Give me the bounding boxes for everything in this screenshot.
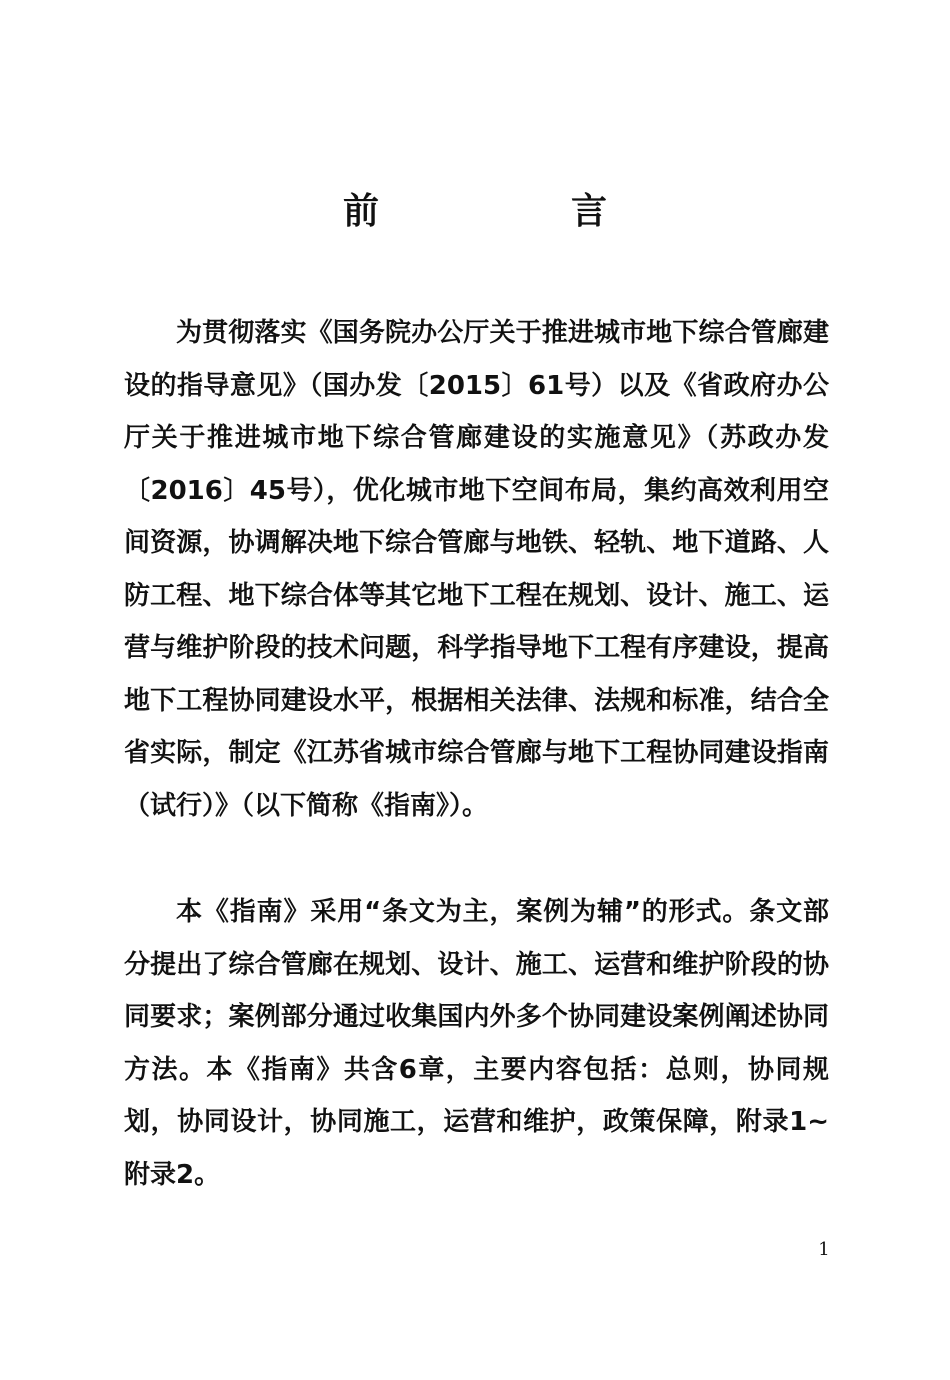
paragraph-1: 为贯彻落实《国务院办公厅关于推进城市地下综合管廊建设的指导意见》（国办发〔2015〕61号）以及《省政府办公厅关于推进城市地下综合管廊建设的实施意见》（苏政办发〔2016〕45号），优化城市地下空间布局，集约高效利用空间资源，协调解决地下综合管廊与地铁、轻轨、地下道路、人防工程、地下综合体等其它地下工程在规划、设计、施工、运营与维护阶段的技术问题，科学指导地下工程有序建设，提高地下工程协同建设水平，根据相关法律、法规和标准，结合全省实际，制定《江苏省城市综合管廊与地下工程协同建设指南（试行）》（以下简称《指南》）。 xyxy=(124,318,829,821)
page-title: 前 言 xyxy=(342,191,685,232)
page-number: 1 xyxy=(818,1239,830,1260)
paragraph-2: 本《指南》采用“条文为主，案例为辅”的形式。条文部分提出了综合管廊在规划、设计、施工、运营和维护阶段的协同要求；案例部分通过收集国内外多个协同建设案例阐述协同方法。本《指南》共含6章，主要内容包括：总则，协同规划，协同设计，协同施工，运营和维护，政策保障，附录1~附录2。 xyxy=(124,897,829,1190)
